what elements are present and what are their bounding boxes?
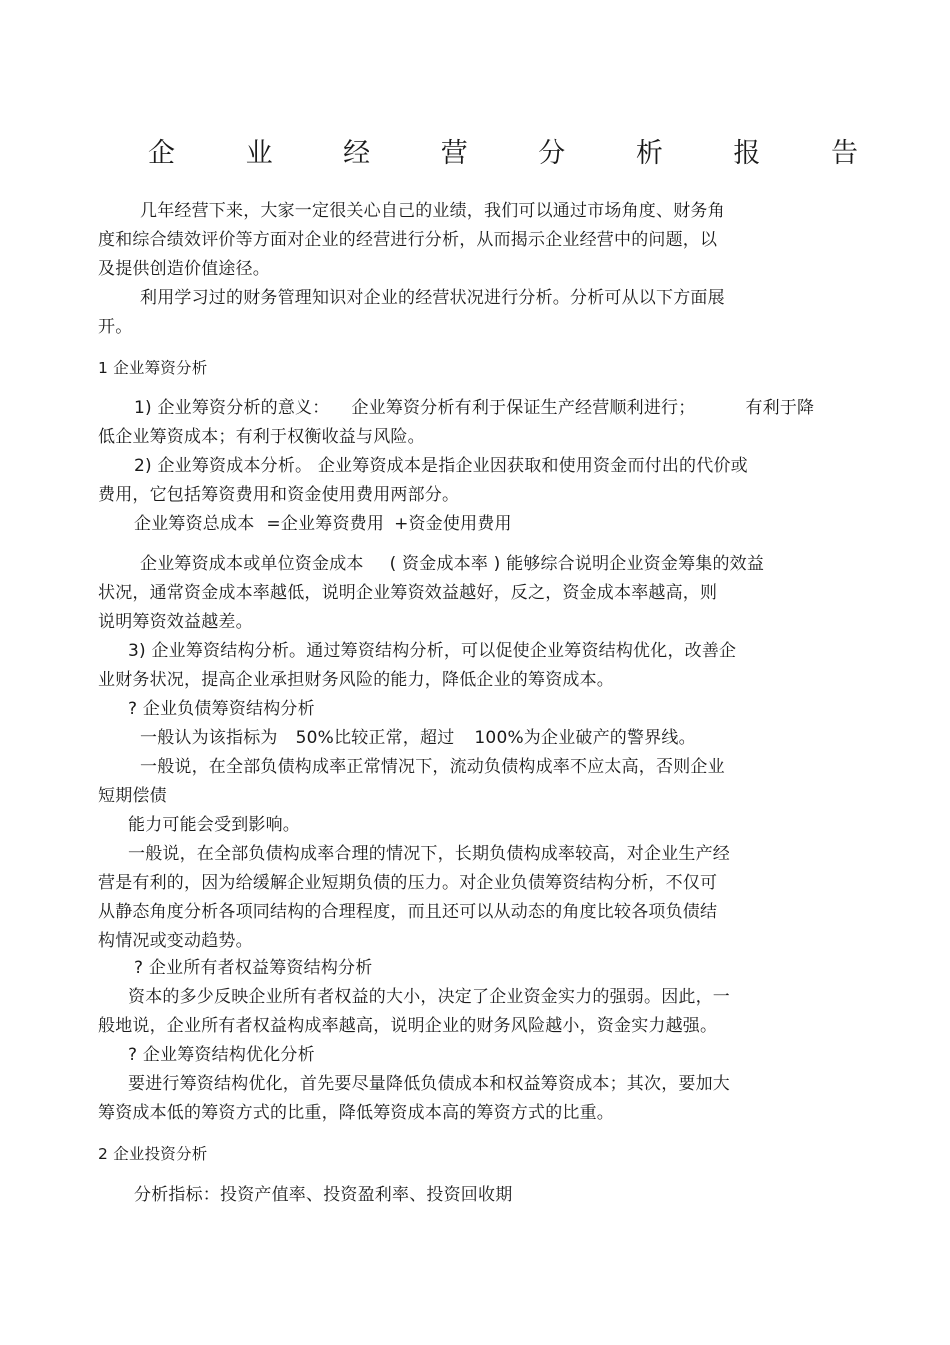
text-run: 1) 企业筹资分析的意义： bbox=[134, 398, 330, 418]
paragraph-line: 状况，通常资金成本率越低，说明企业筹资效益越好，反之，资金成本率越高，则 bbox=[98, 583, 718, 603]
text-run: 50%比较正常，超过 bbox=[295, 728, 455, 748]
paragraph-line bbox=[140, 726, 696, 750]
text-run: 有利于降 bbox=[745, 398, 815, 418]
paragraph-line: 业财务状况，提高企业承担财务风险的能力，降低企业的筹资成本。 bbox=[98, 670, 614, 690]
title-char: 分 bbox=[538, 138, 566, 169]
text-run: =企业筹资费用 bbox=[266, 514, 385, 534]
formula-line bbox=[134, 512, 512, 536]
intro-line: 利用学习过的财务管理知识对企业的经营状况进行分析。分析可从以下方面展 bbox=[140, 288, 725, 308]
text-run: 一般认为该指标为 bbox=[140, 728, 278, 748]
section-heading: 2 企业投资分析 bbox=[98, 1145, 208, 1163]
title-char: 报 bbox=[733, 138, 761, 169]
text-run: 企业筹资分析有利于保证生产经营顺利进行； bbox=[351, 398, 696, 418]
paragraph-line: 一般说，在全部负债构成率正常情况下，流动负债构成率不应太高，否则企业 bbox=[140, 757, 725, 777]
bullet-heading: ? 企业负债筹资结构分析 bbox=[128, 699, 315, 719]
title-char: 企 bbox=[148, 138, 175, 169]
paragraph-line: 3) 企业筹资结构分析。通过筹资结构分析，可以促使企业筹资结构优化，改善企 bbox=[128, 641, 737, 661]
title-char: 告 bbox=[830, 138, 858, 169]
paragraph-line: 能力可能会受到影响。 bbox=[128, 815, 300, 835]
paragraph-line: 营是有利的，因为给缓解企业短期负债的压力。对企业负债筹资结构分析，不仅可 bbox=[98, 873, 718, 893]
text-run: +资金使用费用 bbox=[394, 514, 512, 534]
title-char: 经 bbox=[343, 138, 371, 169]
bullet-heading: ? 企业筹资结构优化分析 bbox=[128, 1045, 315, 1065]
paragraph-line: 要进行筹资结构优化，首先要尽量降低负债成本和权益筹资成本；其次，要加大 bbox=[128, 1074, 730, 1094]
text-run: 企业筹资成本或单位资金成本 bbox=[140, 554, 364, 574]
paragraph-line: 般地说，企业所有者权益构成率越高，说明企业的财务风险越小，资金实力越强。 bbox=[98, 1016, 718, 1036]
title-char: 析 bbox=[635, 138, 663, 169]
intro-line: 几年经营下来，大家一定很关心自己的业绩，我们可以通过市场角度、财务角 bbox=[140, 201, 725, 221]
title-char: 营 bbox=[440, 138, 468, 169]
page-title bbox=[148, 134, 858, 174]
paragraph-line: 从静态角度分析各项同结构的合理程度，而且还可以从动态的角度比较各项负债结 bbox=[98, 902, 718, 922]
text-run: 100%为企业破产的警界线。 bbox=[474, 728, 696, 748]
paragraph-line: 短期偿债 bbox=[98, 786, 167, 806]
section-heading: 1 企业筹资分析 bbox=[98, 359, 208, 377]
paragraph-line: 分析指标：投资产值率、投资盈利率、投资回收期 bbox=[134, 1185, 513, 1205]
paragraph-line: 费用，它包括筹资费用和资金使用费用两部分。 bbox=[98, 485, 460, 505]
paragraph-line bbox=[140, 552, 764, 576]
paragraph-line: 低企业筹资成本；有利于权衡收益与风险。 bbox=[98, 427, 425, 447]
paragraph-line: 筹资成本低的筹资方式的比重，降低筹资成本高的筹资方式的比重。 bbox=[98, 1103, 614, 1123]
paragraph-line: 一般说，在全部负债构成率合理的情况下，长期负债构成率较高，对企业生产经 bbox=[128, 844, 730, 864]
text-run: 企业筹资总成本 bbox=[134, 514, 255, 534]
paragraph-line bbox=[134, 396, 814, 420]
paragraph-line: 资本的多少反映企业所有者权益的大小，决定了企业资金实力的强弱。因此，一 bbox=[128, 987, 730, 1007]
paragraph-line: 构情况或变动趋势。 bbox=[98, 931, 253, 951]
bullet-heading: ? 企业所有者权益筹资结构分析 bbox=[134, 958, 373, 978]
intro-line: 度和综合绩效评价等方面对企业的经营进行分析，从而揭示企业经营中的问题，以 bbox=[98, 230, 718, 250]
text-run: ( 资金成本率 ) 能够综合说明企业资金筹集的效益 bbox=[389, 554, 765, 574]
intro-line: 开。 bbox=[98, 317, 133, 337]
paragraph-line: 2) 企业筹资成本分析。 企业筹资成本是指企业因获取和使用资金而付出的代价或 bbox=[134, 456, 748, 476]
title-char: 业 bbox=[245, 138, 273, 169]
intro-line: 及提供创造价值途径。 bbox=[98, 259, 270, 279]
paragraph-line: 说明筹资效益越差。 bbox=[98, 612, 253, 632]
